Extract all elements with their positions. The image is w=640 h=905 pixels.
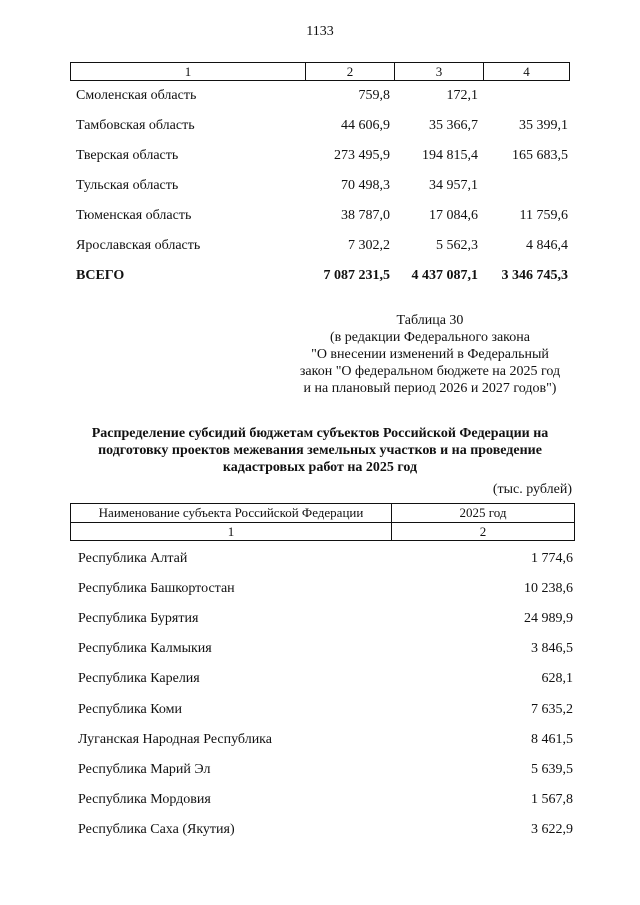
value-col-3: 17 084,6 (429, 208, 478, 223)
value-col-2: 273 495,9 (334, 148, 390, 163)
value-col-3: 34 957,1 (429, 178, 478, 193)
subsidy-value: 7 635,2 (531, 702, 573, 717)
table-row (70, 671, 575, 691)
total-col-2: 7 087 231,5 (323, 268, 390, 283)
subsidy-value: 8 461,5 (531, 732, 573, 747)
table-row (70, 732, 575, 752)
value-col-3: 35 366,7 (429, 118, 478, 133)
value-col-3: 5 562,3 (436, 238, 478, 253)
caption-line: закон "О федеральном бюджете на 2025 год (299, 364, 561, 379)
table-row (70, 208, 570, 228)
title-line: кадастровых работ на 2025 год (222, 460, 418, 475)
value-col-2: 759,8 (358, 88, 390, 103)
title-line: подготовку проектов межевания земельных участков и на проведение (98, 443, 542, 458)
value-col-2: 7 302,2 (348, 238, 390, 253)
table-row (70, 792, 575, 812)
prev-header-col-1: 1 (184, 64, 192, 79)
table-row (70, 702, 575, 722)
total-col-4: 3 346 745,3 (501, 268, 568, 283)
subsidy-value: 24 989,9 (524, 611, 573, 626)
table-row (70, 581, 575, 601)
table-title (60, 425, 580, 476)
region-name: Тульская область (76, 178, 179, 193)
prev-table-header (70, 62, 570, 81)
page-number: 1133 (306, 24, 334, 39)
subject-name: Республика Башкортостан (78, 581, 235, 596)
region-name: Ярославская область (76, 238, 201, 253)
value-col-4: 11 759,6 (519, 208, 568, 223)
header-col-1-number: 1 (227, 524, 235, 539)
table-row (70, 762, 575, 782)
prev-header-col-2: 2 (346, 64, 354, 79)
table-row (70, 611, 575, 631)
subsidy-value: 1 567,8 (531, 792, 573, 807)
value-col-4: 165 683,5 (512, 148, 568, 163)
table-caption (250, 312, 610, 397)
table-row (70, 551, 575, 571)
subject-name: Республика Карелия (78, 671, 200, 686)
subsidy-value: 628,1 (541, 671, 573, 686)
table-row (70, 641, 575, 661)
subsidy-value: 3 622,9 (531, 822, 573, 837)
table30-header (70, 503, 575, 541)
table-row (70, 822, 575, 842)
subsidy-value: 1 774,6 (531, 551, 573, 566)
table-row (70, 148, 570, 168)
subject-name: Республика Саха (Якутия) (78, 822, 235, 837)
table-row (70, 178, 570, 198)
region-name: Тверская область (76, 148, 179, 163)
table-row (70, 118, 570, 138)
subject-name: Республика Алтай (78, 551, 188, 566)
subsidy-value: 5 639,5 (531, 762, 573, 777)
subject-name: Луганская Народная Республика (78, 732, 272, 747)
table-row (70, 238, 570, 258)
subject-name: Республика Мордовия (78, 792, 211, 807)
total-col-3: 4 437 087,1 (411, 268, 478, 283)
header-col-2-number: 2 (479, 524, 487, 539)
total-row (70, 268, 570, 288)
value-col-3: 172,1 (446, 88, 478, 103)
subject-name: Республика Калмыкия (78, 641, 212, 656)
table-row (70, 88, 570, 108)
title-line: Распределение субсидий бюджетам субъектов Российской Федерации на (91, 426, 549, 441)
caption-line: (в редакции Федерального закона (330, 330, 530, 345)
value-col-4: 4 846,4 (526, 238, 568, 253)
caption-line: "О внесении изменений в Федеральный (311, 347, 549, 362)
subject-name: Республика Марий Эл (78, 762, 211, 777)
region-name: Тамбовская область (76, 118, 195, 133)
subsidy-value: 3 846,5 (531, 641, 573, 656)
prev-header-col-3: 3 (435, 64, 443, 79)
subject-name: Республика Бурятия (78, 611, 199, 626)
value-col-3: 194 815,4 (422, 148, 478, 163)
total-label: ВСЕГО (76, 268, 125, 283)
value-col-2: 44 606,9 (341, 118, 390, 133)
value-col-2: 38 787,0 (341, 208, 390, 223)
value-col-2: 70 498,3 (341, 178, 390, 193)
region-name: Смоленская область (76, 88, 197, 103)
header-subject-name: Наименование субъекта Российской Федерации (98, 505, 364, 520)
caption-line: и на плановый период 2026 и 2027 годов") (303, 381, 557, 396)
subject-name: Республика Коми (78, 702, 182, 717)
value-col-4: 35 399,1 (519, 118, 568, 133)
prev-header-col-4: 4 (523, 64, 530, 79)
header-year: 2025 год (459, 505, 507, 520)
units-label: (тыс. рублей) (492, 482, 572, 497)
region-name: Тюменская область (76, 208, 192, 223)
subsidy-value: 10 238,6 (524, 581, 573, 596)
caption-line: Таблица 30 (396, 313, 464, 328)
